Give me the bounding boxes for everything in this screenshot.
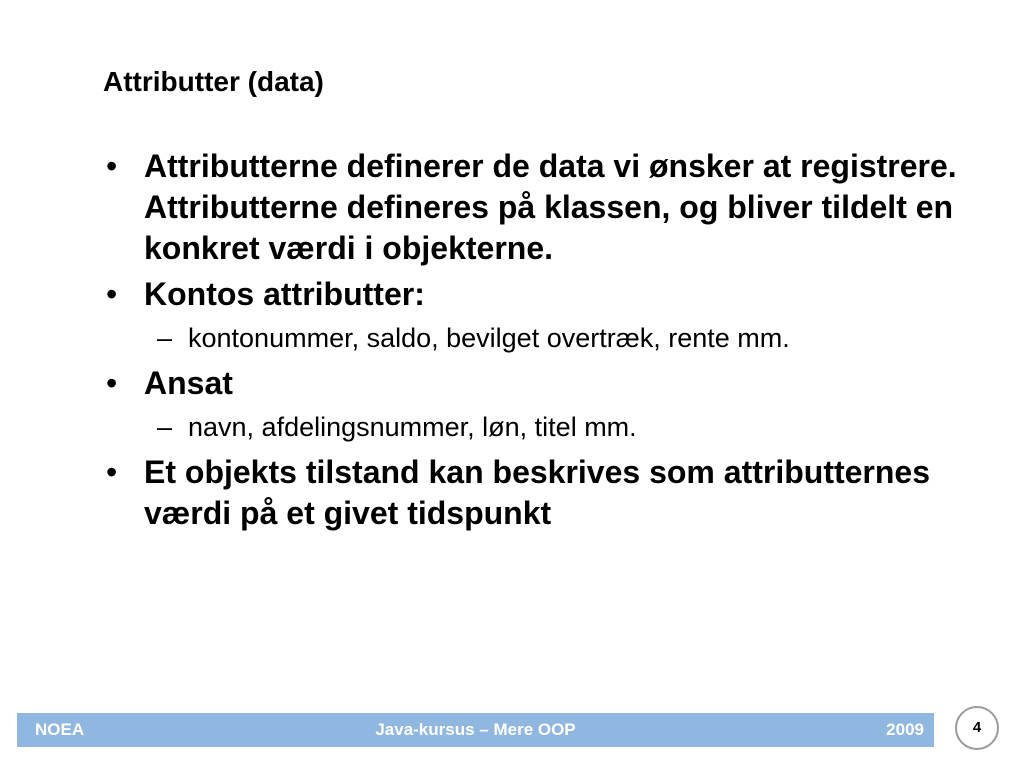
slide-title: Attributter (data) bbox=[103, 66, 324, 97]
bullet-text: Kontos attributter: bbox=[144, 276, 425, 312]
bullet-text: Attributterne definerer de data vi ønsker at registrere. Attributterne defineres på klassen, og bliver tildelt en konkret værdi i objekterne. bbox=[144, 148, 957, 266]
bullet-text: Et objekts tilstand kan beskrives som attributternes værdi på et givet tidspunkt bbox=[144, 454, 931, 531]
bullet-marker: • bbox=[106, 454, 118, 490]
bullet-marker: • bbox=[106, 276, 118, 312]
footer-organization: NOEA bbox=[35, 720, 85, 739]
bullet-list bbox=[100, 146, 970, 539]
page-number: 4 bbox=[955, 706, 999, 750]
sub-item bbox=[100, 409, 970, 445]
bullet-marker: • bbox=[106, 148, 118, 184]
bullet-marker: • bbox=[106, 365, 118, 401]
sub-item-text: navn, afdelingsnummer, løn, titel mm. bbox=[188, 412, 637, 442]
footer-bar bbox=[17, 713, 934, 747]
sub-item-text: kontonummer, saldo, bevilget overtræk, rente mm. bbox=[188, 323, 790, 353]
sub-item-marker: – bbox=[157, 412, 173, 442]
sub-item bbox=[100, 320, 970, 356]
bullet-text: Ansat bbox=[144, 365, 233, 401]
footer-course-title: Java-kursus – Mere OOP bbox=[375, 720, 576, 739]
bullet-item bbox=[100, 363, 970, 404]
bullet-item bbox=[100, 274, 970, 315]
footer-year: 2009 bbox=[886, 720, 924, 739]
bullet-item bbox=[100, 146, 970, 269]
sub-item-marker: – bbox=[157, 323, 173, 353]
bullet-item bbox=[100, 452, 970, 534]
